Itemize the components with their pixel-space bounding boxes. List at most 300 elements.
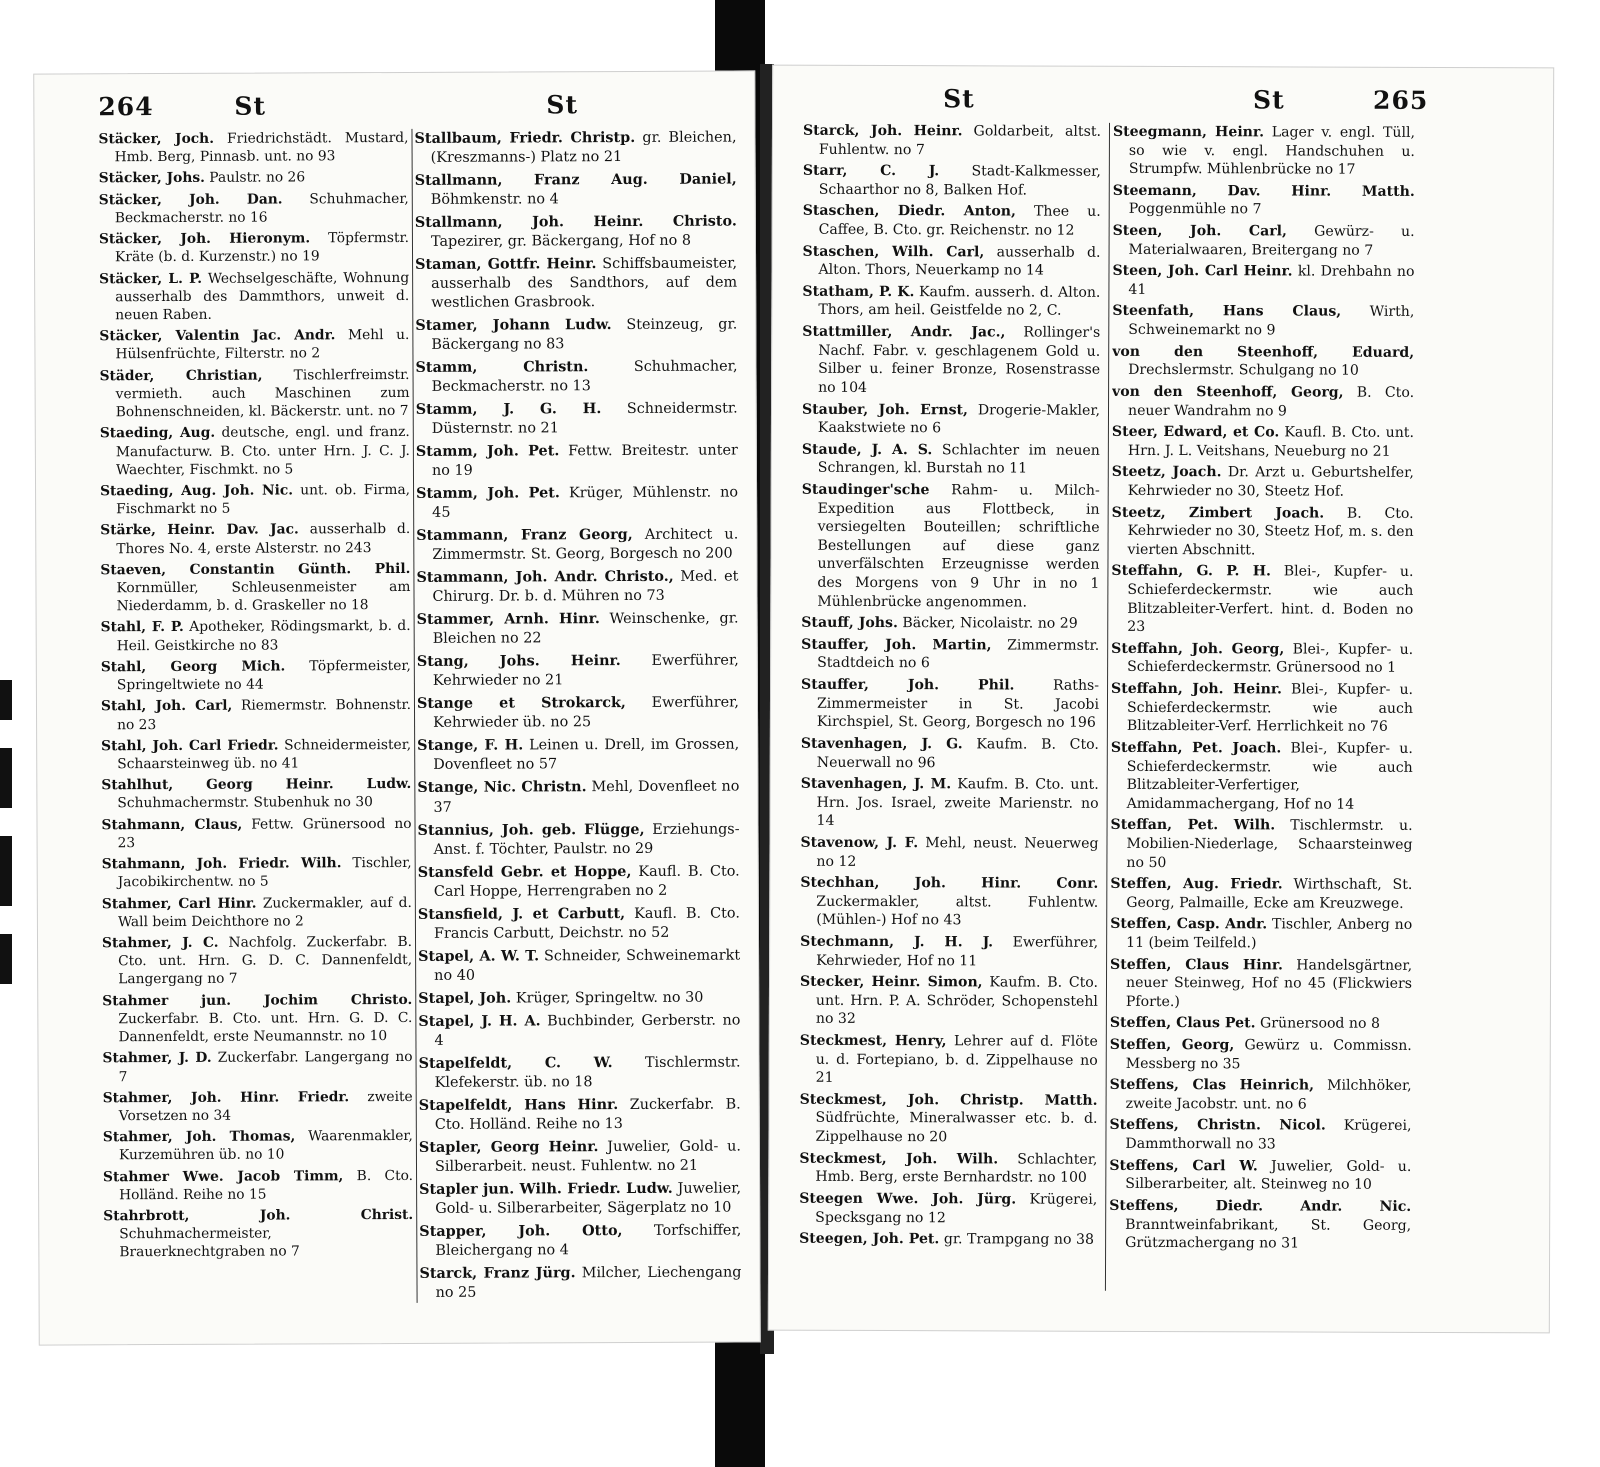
directory-entry xyxy=(418,861,740,901)
entry-details: Lager v. engl. Tüll, so wie v. engl. Handschuhen u. Strumpfw. Mühlenbrücke no 17 xyxy=(1128,124,1416,178)
directory-entry xyxy=(414,128,736,168)
entry-name: Stammann, Joh. Andr. Christo., xyxy=(416,568,674,587)
entry-name: Stapel, A. W. T. xyxy=(418,946,540,965)
directory-entry xyxy=(103,1206,413,1262)
directory-entry xyxy=(418,1010,740,1050)
entry-name: Stäcker, L. P. xyxy=(99,270,203,287)
directory-entry xyxy=(416,483,738,523)
entry-name: Stahlhut, Georg Heinr. Ludw. xyxy=(101,776,412,794)
entry-name: Stahmann, Joh. Friedr. Wilh. xyxy=(101,855,342,873)
directory-entry xyxy=(801,636,1099,674)
entry-details: kl. Drehbahn no 41 xyxy=(1128,263,1415,298)
directory-entry xyxy=(416,441,738,481)
left-page-column-1 xyxy=(98,129,413,1322)
entry-name: Steffahn, Joh. Georg, xyxy=(1111,640,1285,658)
directory-entry xyxy=(417,735,739,775)
entry-name: Stallmann, Franz Aug. Daniel, xyxy=(414,170,737,189)
page-number: 264 xyxy=(98,92,154,122)
entry-details: B. Cto. Kehrwieder no 30, Steetz Hof, m. s. den vierten Abschnitt. xyxy=(1127,505,1414,559)
directory-entry xyxy=(416,399,738,439)
entry-name: Steer, Edward, et Co. xyxy=(1111,423,1280,441)
entry-details: Schuhmacher, Beckmacherstr. no 16 xyxy=(114,190,409,227)
entry-details: Zuckermakler, altst. Fuhlentw. (Mühlen-) Hof no 43 xyxy=(816,893,1099,929)
directory-entry xyxy=(417,651,739,691)
directory-entry xyxy=(800,933,1098,971)
entry-details: ausserhalb d. Thores No. 4, erste Alsterstr. no 243 xyxy=(116,521,411,557)
entry-name: Starck, Franz Jürg. xyxy=(419,1264,576,1282)
entry-name: Stärke, Heinr. Dav. Jac. xyxy=(100,521,299,539)
directory-entry xyxy=(418,903,740,943)
entry-name: Staudinger'sche xyxy=(801,481,930,499)
entry-details: Friedrichstädt. Mustard, Hmb. Berg, Pinnasb. unt. no 93 xyxy=(114,129,409,166)
entry-name: Staschen, Diedr. Anton, xyxy=(802,203,1016,220)
entry-details: gr. Bleichen, (Kreszmanns-) Platz no 21 xyxy=(430,129,737,166)
directory-entry xyxy=(417,819,739,859)
entry-details: Ewerführer, Kehrwieder no 21 xyxy=(432,652,739,690)
directory-entry xyxy=(1109,1197,1411,1254)
entry-details: Weinschenke, gr. Bleichen no 22 xyxy=(432,610,739,648)
directory-entry xyxy=(802,242,1100,280)
directory-entry xyxy=(103,1127,413,1165)
entry-details: Kaufm. B. Cto. unt. Hrn. Jos. Israel, zweite Marienstr. no 14 xyxy=(816,776,1099,830)
entry-name: Stapelfeldt, C. W. xyxy=(418,1053,613,1072)
entry-name: Stahl, Joh. Carl, xyxy=(100,698,233,715)
entry-name: Steffahn, Joh. Heinr. xyxy=(1111,680,1282,698)
entry-name: Stahmer, J. D. xyxy=(102,1050,212,1067)
entry-details: Bäcker, Nicolaistr. no 29 xyxy=(902,615,1078,632)
entry-details: Schuhmacher, Beckmacherstr. no 13 xyxy=(431,358,738,396)
entry-details: Mehl, neust. Neuerweg no 12 xyxy=(816,835,1099,870)
directory-entry xyxy=(101,736,411,774)
entry-name: Steffen, Georg, xyxy=(1109,1036,1235,1054)
entry-details: Fettw. Breitestr. unter no 19 xyxy=(431,442,738,480)
entry-details: Schlachter, Hmb. Berg, erste Bernhardstr. no 100 xyxy=(815,1151,1098,1187)
entry-name: Stamer, Johann Ludw. xyxy=(415,316,612,335)
directory-entry xyxy=(799,1190,1097,1228)
entry-details: Mehl u. Hülsenfrüchte, Filterstr. no 2 xyxy=(115,327,410,363)
directory-entry xyxy=(417,693,739,733)
entry-details: Schneidermstr. Düsternstr. no 21 xyxy=(431,400,738,438)
entry-name: Stallmann, Joh. Heinr. Christo. xyxy=(414,212,737,231)
right-page-column-1 xyxy=(799,122,1101,1309)
entry-name: Stamm, Joh. Pet. xyxy=(415,442,560,461)
directory-entry xyxy=(99,326,409,364)
directory-entry xyxy=(419,1178,741,1218)
directory-entry xyxy=(415,315,737,355)
directory-entry xyxy=(1112,463,1414,501)
entry-name: Steegen Wwe. Joh. Jürg. xyxy=(799,1190,1017,1208)
entry-details: Ewerführer, Kehrwieder, Hof no 11 xyxy=(816,934,1099,969)
entry-details: Kornmüller, Schleusenmeister am Niederdamm, b. d. Graskeller no 18 xyxy=(116,578,411,615)
entry-details: B. Cto. neuer Wandrahm no 9 xyxy=(1127,384,1415,419)
entry-details: Zuckerfabr. Langergang no 7 xyxy=(118,1049,413,1085)
entry-name: Stahl, Georg Mich. xyxy=(100,658,286,676)
entry-details: Juwelier, Gold- u. Silberarbeit. neust. Fuhlentw. no 21 xyxy=(434,1138,741,1175)
left-page-header xyxy=(34,83,754,126)
entry-details: Tischlermstr. Klefekerstr. üb. no 18 xyxy=(434,1054,741,1091)
entry-details: Mehl, Dovenfleet no 37 xyxy=(433,778,740,816)
entry-name: Staeding, Aug. xyxy=(99,425,216,442)
entry-details: Schuhmachermeister, Brauerknechtgraben no 7 xyxy=(119,1225,300,1261)
entry-name: Stattmiller, Andr. Jac., xyxy=(802,323,1006,341)
entry-name: Stange, F. H. xyxy=(417,736,524,755)
entry-name: Stapler jun. Wilh. Friedr. Ludw. xyxy=(419,1179,673,1198)
directory-entry xyxy=(102,893,412,931)
entry-name: Stechhan, Joh. Hinr. Conr. xyxy=(800,874,1099,892)
directory-entry xyxy=(1111,739,1413,814)
entry-details: Zimmermstr. Stadtdeich no 6 xyxy=(817,637,1100,672)
entry-name: Stauffer, Joh. Martin, xyxy=(801,636,992,654)
entry-details: Torfschiffer, Bleichergang no 4 xyxy=(435,1222,742,1259)
entry-details: Kaufm. B. Cto. unt. Hrn. P. A. Schröder, Schopenstehl no 32 xyxy=(815,974,1099,1028)
entry-name: von den Steenhoff, Eduard, xyxy=(1112,343,1415,361)
directory-entry xyxy=(1113,182,1415,220)
entry-name: Stäcker, Valentin Jac. Andr. xyxy=(99,327,336,345)
directory-entry xyxy=(803,122,1101,160)
entry-name: Stamm, J. G. H. xyxy=(415,400,602,419)
entry-name: Stahmer, J. C. xyxy=(101,934,219,952)
entry-name: Stansfield, J. et Carbutt, xyxy=(417,904,626,923)
entry-name: Steckmest, Joh. Christp. Matth. xyxy=(799,1091,1098,1109)
directory-entry xyxy=(1113,222,1415,260)
directory-entry xyxy=(101,657,411,695)
directory-entry xyxy=(100,481,410,519)
directory-entry xyxy=(99,229,409,267)
directory-entry xyxy=(801,735,1099,773)
entry-name: Stäcker, Joch. xyxy=(98,130,215,148)
entry-name: Stecker, Heinr. Simon, xyxy=(799,973,983,991)
directory-entry xyxy=(802,283,1100,321)
entry-name: Stauber, Joh. Ernst, xyxy=(801,401,968,418)
entry-name: Stannius, Joh. geb. Flügge, xyxy=(417,820,645,839)
entry-details: B. Cto. Holländ. Reihe no 15 xyxy=(119,1167,414,1204)
entry-details: Kaufl. B. Cto. unt. Hrn. J. L. Veitshans, Neueburg no 21 xyxy=(1127,424,1414,460)
adjacent-page-edge xyxy=(0,680,16,1100)
entry-name: Steffen, Claus Pet. xyxy=(1109,1015,1256,1032)
entry-details: Zuckerfabr. B. Cto. Holländ. Reihe no 13 xyxy=(434,1096,741,1133)
entry-details: Blei-, Kupfer- u. Schieferdeckermstr. wie auch Blitzableiter-Verfertiger, Amidammachergang, Hof no 14 xyxy=(1126,740,1413,813)
directory-entry xyxy=(1112,423,1414,461)
directory-entry xyxy=(801,614,1099,634)
entry-name: Städer, Christian, xyxy=(99,367,263,384)
right-page-column-2 xyxy=(1109,123,1415,1310)
running-head: St xyxy=(546,90,579,120)
entry-details: Grünersood no 8 xyxy=(1259,1015,1380,1033)
directory-entry xyxy=(1110,875,1412,913)
entry-details: Kaufl. B. Cto. Carl Hoppe, Herrengraben no 2 xyxy=(433,863,740,900)
entry-name: Staschen, Wilh. Carl, xyxy=(802,243,985,261)
entry-details: deutsche, engl. und franz. Manufacturw. B. Cto. unter Hrn. J. C. J. Waechter, Fischmkt. no 5 xyxy=(115,424,410,478)
entry-name: Staude, J. A. S. xyxy=(801,441,933,458)
entry-name: Steen, Joh. Carl Heinr. xyxy=(1112,263,1293,280)
running-head: St xyxy=(234,91,267,121)
right-page xyxy=(768,65,1554,1334)
entry-name: Steffens, Christn. Nicol. xyxy=(1109,1117,1326,1135)
entry-details: Blei-, Kupfer- u. Schieferdeckermstr. Grünersood no 1 xyxy=(1127,641,1414,677)
entry-name: Steen, Joh. Carl, xyxy=(1112,222,1287,240)
entry-details: Apotheker, Rödingsmarkt, b. d. Heil. Geistkirche no 83 xyxy=(116,618,411,654)
entry-details: Drechslermstr. Schulgang no 10 xyxy=(1128,362,1359,380)
entry-details: Goldarbeit, altst. Fuhlentw. no 7 xyxy=(818,123,1102,158)
directory-entry xyxy=(99,268,409,324)
entry-details: Dr. Arzt u. Geburtshelfer, Kehrwieder no 30, Steetz Hof. xyxy=(1127,464,1414,500)
left-page-column-2 xyxy=(414,128,741,1321)
directory-entry xyxy=(1112,302,1414,340)
directory-entry xyxy=(100,520,410,558)
directory-entry xyxy=(419,1262,741,1302)
directory-entry xyxy=(416,525,738,565)
directory-entry xyxy=(1110,1076,1412,1114)
entry-name: Steegen, Joh. Pet. xyxy=(799,1230,940,1248)
entry-name: Stange, Nic. Christn. xyxy=(417,778,587,797)
entry-details: Riemermstr. Bohnenstr. no 23 xyxy=(117,697,412,733)
entry-details: Architect u. Zimmermstr. St. Georg, Borgesch no 200 xyxy=(432,526,739,564)
entry-name: Stauff, Johs. xyxy=(801,614,898,632)
entry-details: Wirth, Schweinemarkt no 9 xyxy=(1128,304,1415,339)
directory-entry xyxy=(1111,503,1413,560)
directory-entry xyxy=(102,933,412,989)
entry-details: Thee u. Caffee, B. Cto. gr. Reichenstr. no 12 xyxy=(818,203,1101,239)
directory-entry xyxy=(418,987,740,1008)
directory-entry xyxy=(801,481,1099,612)
entry-name: Stapel, Joh. xyxy=(418,989,512,1007)
entry-details: Tischlermstr. u. Mobilien-Niederlage, Schaarsteinweg no 50 xyxy=(1126,817,1413,871)
directory-entry xyxy=(799,1230,1097,1250)
directory-entry xyxy=(99,190,409,228)
entry-name: Steetz, Joach. xyxy=(1111,464,1222,481)
entry-details: Tischler, Jacobikirchentw. no 5 xyxy=(117,855,412,891)
entry-details: Gewürz- u. Materialwaaren, Breitergang no 7 xyxy=(1128,223,1415,259)
entry-name: Stahl, F. P. xyxy=(100,619,184,636)
entry-name: Stavenow, J. F. xyxy=(800,834,919,852)
directory-entry xyxy=(1110,955,1412,1012)
directory-entry xyxy=(1112,262,1414,300)
entry-details: Tapezirer, gr. Bäckergang, Hof no 8 xyxy=(430,232,691,250)
directory-entry xyxy=(1112,343,1414,381)
entry-name: von den Steenhoff, Georg, xyxy=(1112,383,1344,401)
entry-details: Waarenmakler, Kurzemühren üb. no 10 xyxy=(118,1128,413,1164)
directory-entry xyxy=(802,323,1100,398)
entry-name: Stahmer Wwe. Jacob Timm, xyxy=(103,1167,344,1185)
directory-entry xyxy=(1113,123,1415,180)
entry-name: Steffen, Aug. Friedr. xyxy=(1110,875,1283,893)
running-head: St xyxy=(1253,85,1285,115)
directory-entry xyxy=(103,1167,413,1205)
entry-details: Schlachter im neuen Schrangen, kl. Burstah no 11 xyxy=(817,441,1100,477)
entry-details: Krügerei, Dammthorwall no 33 xyxy=(1125,1118,1412,1153)
directory-entry xyxy=(1109,1157,1411,1195)
entry-details: Drogerie-Makler, Kaakstwiete no 6 xyxy=(817,401,1101,437)
entry-details: Zuckerfabr. B. Cto. unt. Hrn. G. D. C. Dannenfeldt, erste Neumannstr. no 10 xyxy=(118,1009,413,1046)
directory-entry xyxy=(1112,383,1414,421)
entry-name: Steffahn, Pet. Joach. xyxy=(1110,739,1282,757)
entry-name: Stäcker, Joh. Dan. xyxy=(98,191,283,208)
directory-entry xyxy=(799,1149,1097,1187)
directory-entry xyxy=(800,1032,1098,1089)
directory-entry xyxy=(102,991,412,1047)
entry-name: Staeding, Aug. Joh. Nic. xyxy=(100,482,294,500)
directory-entry xyxy=(800,973,1098,1030)
directory-entry xyxy=(418,945,740,985)
directory-entry xyxy=(1111,562,1413,637)
entry-name: Statham, P. K. xyxy=(802,283,915,301)
directory-entry xyxy=(98,129,408,167)
entry-name: Stauffer, Joh. Phil. xyxy=(801,676,1015,694)
entry-name: Steffen, Casp. Andr. xyxy=(1110,916,1268,933)
entry-details: Schneidermeister, Schaarsteinweg üb. no 41 xyxy=(117,736,412,773)
entry-details: Krüger, Mühlenstr. no 45 xyxy=(432,484,739,522)
directory-entry xyxy=(416,567,738,607)
entry-details: Milchhöker, zweite Jacobstr. unt. no 6 xyxy=(1125,1077,1412,1113)
entry-details: zweite Vorsetzen no 34 xyxy=(118,1088,413,1125)
entry-name: Stahmer, Joh. Hinr. Friedr. xyxy=(102,1088,350,1107)
entry-name: Stang, Johs. Heinr. xyxy=(416,652,621,671)
directory-entry xyxy=(419,1094,741,1134)
directory-entry xyxy=(419,1220,741,1260)
entry-details: Juwelier, Gold- u. Silberarbeiter, alt. Steinweg no 10 xyxy=(1125,1158,1412,1194)
entry-details: Krügerei, Specksgang no 12 xyxy=(815,1191,1098,1226)
entry-name: Stapler, Georg Heinr. xyxy=(418,1137,599,1156)
entry-details: Wirthschaft, St. Georg, Palmaille, Ecke am Kreuzwege. xyxy=(1126,876,1413,912)
entry-name: Stapper, Joh. Otto, xyxy=(419,1221,623,1240)
entry-details: Steinzeug, gr. Bäckergang no 83 xyxy=(431,316,738,354)
entry-details: Handelsgärtner, neuer Steinweg, Hof no 45 (Flickwiers Pforte.) xyxy=(1125,957,1413,1010)
directory-entry xyxy=(417,777,739,817)
entry-name: Stallbaum, Friedr. Christp. xyxy=(414,128,636,147)
entry-details: Kaufm. ausserh. d. Alton. Thors, am heil. Geistfelde no 2, C. xyxy=(818,284,1101,320)
entry-details: Poggenmühle no 7 xyxy=(1128,201,1262,218)
directory-entry xyxy=(801,775,1099,832)
directory-entry xyxy=(415,357,737,397)
entry-details: Kaufl. B. Cto. Francis Carbutt, Deichstr. no 52 xyxy=(433,905,740,942)
entry-name: Steegmann, Heinr. xyxy=(1112,123,1265,141)
entry-name: Steffens, Carl W. xyxy=(1109,1157,1258,1175)
running-head: St xyxy=(943,84,975,114)
directory-entry xyxy=(102,1048,412,1086)
entry-details: Töpfermeister, Springeltwiete no 44 xyxy=(116,657,411,694)
left-page xyxy=(33,70,761,1345)
directory-entry xyxy=(101,775,411,813)
entry-details: Tischlerfreimstr. vermieth. auch Maschinen zum Bohnenschneiden, kl. Bäckerstr. unt. no 7 xyxy=(115,366,410,421)
entry-name: Stechmann, J. H. J. xyxy=(800,933,994,951)
directory-entry xyxy=(1110,1036,1412,1074)
directory-entry xyxy=(103,1088,413,1126)
entry-name: Stäcker, Joh. Hieronym. xyxy=(98,230,311,248)
entry-name: Stahmer jun. Jochim Christo. xyxy=(102,991,413,1009)
entry-details: Kaufm. B. Cto. Neuerwall no 96 xyxy=(816,736,1099,771)
directory-entry xyxy=(802,440,1100,478)
entry-name: Stamm, Christn. xyxy=(415,358,589,377)
entry-name: Steffens, Diedr. Andr. Nic. xyxy=(1109,1197,1412,1215)
directory-entry xyxy=(419,1052,741,1092)
directory-entry xyxy=(800,834,1098,872)
entry-name: Steffens, Clas Heinrich, xyxy=(1109,1077,1315,1094)
entry-name: Stahmer, Joh. Thomas, xyxy=(102,1128,296,1146)
entry-details: Med. et Chirurg. Dr. b. d. Mühren no 73 xyxy=(432,568,739,606)
directory-entry xyxy=(102,854,412,892)
entry-details: Wechselgeschäfte, Wohnung ausserhalb des Dammthors, unweit d. neuen Raben. xyxy=(115,269,410,324)
entry-details: Schiffsbaumeister, ausserhalb des Sandthors, auf dem westlichen Grasbrook. xyxy=(431,255,738,311)
entry-details: Juwelier, Gold- u. Silberarbeiter, Sägerplatz no 10 xyxy=(435,1180,742,1217)
entry-details: Milcher, Liechengang no 25 xyxy=(435,1264,742,1301)
directory-entry xyxy=(419,1136,741,1176)
entry-name: Stahrbrott, Joh. Christ. xyxy=(103,1206,414,1225)
directory-entry xyxy=(101,696,411,734)
directory-entry xyxy=(1111,680,1413,737)
entry-name: Stavenhagen, J. G. xyxy=(800,735,963,753)
directory-entry xyxy=(101,617,411,655)
entry-details: Branntweinfabrikant, St. Georg, Grützmachergang no 31 xyxy=(1125,1216,1412,1252)
entry-name: Stammann, Franz Georg, xyxy=(416,526,633,545)
entry-details: Zuckermakler, auf d. Wall beim Deichthore no 2 xyxy=(117,894,412,930)
directory-entry xyxy=(801,676,1099,733)
directory-entry xyxy=(415,212,737,252)
entry-details: Böhmkenstr. no 4 xyxy=(430,191,559,208)
entry-name: Stange et Strokarck, xyxy=(416,694,626,713)
entry-details: Südfrüchte, Mineralwasser etc. b. d. Zippelhause no 20 xyxy=(815,1110,1098,1146)
entry-name: Staman, Gottfr. Heinr. xyxy=(415,255,597,274)
entry-name: Stahmann, Claus, xyxy=(101,816,243,833)
entry-name: Steffan, Pet. Wilh. xyxy=(1110,817,1276,834)
entry-details: Nachfolg. Zuckerfabr. B. Cto. unt. Hrn. G. D. C. Dannenfeldt, Langergang no 7 xyxy=(118,933,413,988)
entry-name: Stäcker, Johs. xyxy=(98,170,205,187)
directory-entry xyxy=(1110,1014,1412,1034)
entry-name: Steffen, Claus Hinr. xyxy=(1110,956,1283,974)
entry-name: Starr, C. J. xyxy=(802,162,940,180)
entry-details: Tischler, Anberg no 11 (beim Teilfeld.) xyxy=(1126,916,1413,952)
directory-entry xyxy=(799,1091,1097,1148)
directory-entry xyxy=(803,202,1101,240)
entry-name: Starck, Joh. Heinr. xyxy=(802,122,963,140)
directory-entry xyxy=(415,254,737,313)
directory-entry xyxy=(100,423,410,479)
directory-entry xyxy=(1110,915,1412,953)
entry-name: Stahl, Joh. Carl Friedr. xyxy=(101,737,279,755)
right-page-header xyxy=(773,78,1553,121)
entry-name: Steetz, Zimbert Joach. xyxy=(1111,504,1325,522)
entry-details: Lehrer auf d. Flöte u. d. Fortepiano, b. d. Zippelhause no 21 xyxy=(815,1033,1098,1087)
entry-details: Paulstr. no 26 xyxy=(209,169,306,187)
entry-details: Erziehungs-Anst. f. Töchter, Paulstr. no 29 xyxy=(433,821,740,858)
entry-name: Stahmer, Carl Hinr. xyxy=(101,895,257,912)
directory-entry xyxy=(1110,816,1412,873)
entry-name: Steemann, Dav. Hinr. Matth. xyxy=(1112,182,1415,200)
entry-details: Rahm- u. Milch-Expedition aus Flottbeck, in versiegelten Bouteillen; schriftliche Bestellungen auf diese ganz unverfälschten Erzeugnisse werden des Morgens von 9 Uhr in no 1 Mühlenbrücke angenommen. xyxy=(817,482,1100,611)
directory-entry xyxy=(1111,640,1413,678)
directory-entry xyxy=(100,366,410,422)
entry-name: Stapel, J. H. A. xyxy=(418,1012,541,1030)
entry-details: Buchbinder, Gerberstr. no 4 xyxy=(434,1012,741,1049)
entry-name: Steckmest, Joh. Wilh. xyxy=(799,1150,999,1168)
directory-entry xyxy=(800,874,1098,931)
entry-details: Gewürz u. Commissn. Messberg no 35 xyxy=(1125,1037,1412,1072)
entry-details: Ewerführer, Kehrwieder üb. no 25 xyxy=(433,694,740,732)
entry-details: Töpfermstr. Kräte (b. d. Kurzenstr.) no 19 xyxy=(114,230,410,266)
entry-details: Raths-Zimmermeister in St. Jacobi Kirchspiel, St. Georg, Borgesch no 196 xyxy=(816,677,1100,732)
directory-entry xyxy=(101,815,411,853)
entry-details: Blei-, Kupfer- u. Schieferdeckermstr. wie auch Blitzableiter-Verfert. hint. d. Boden no 23 xyxy=(1127,563,1414,636)
entry-name: Steffahn, G. P. H. xyxy=(1111,563,1271,580)
entry-name: Stapelfeldt, Hans Hinr. xyxy=(418,1095,619,1114)
entry-name: Stamm, Joh. Pet. xyxy=(416,484,560,503)
entry-details: Schuhmachermstr. Stubenhuk no 30 xyxy=(117,794,373,812)
entry-name: Staeven, Constantin Günth. Phil. xyxy=(100,560,411,579)
entry-details: unt. ob. Firma, Fischmarkt no 5 xyxy=(116,481,411,518)
page-number: 265 xyxy=(1373,85,1429,115)
directory-entry xyxy=(415,170,737,210)
entry-details: Leinen u. Drell, im Grossen, Dovenfleet no 57 xyxy=(433,736,740,774)
entry-name: Stavenhagen, J. M. xyxy=(800,775,952,793)
